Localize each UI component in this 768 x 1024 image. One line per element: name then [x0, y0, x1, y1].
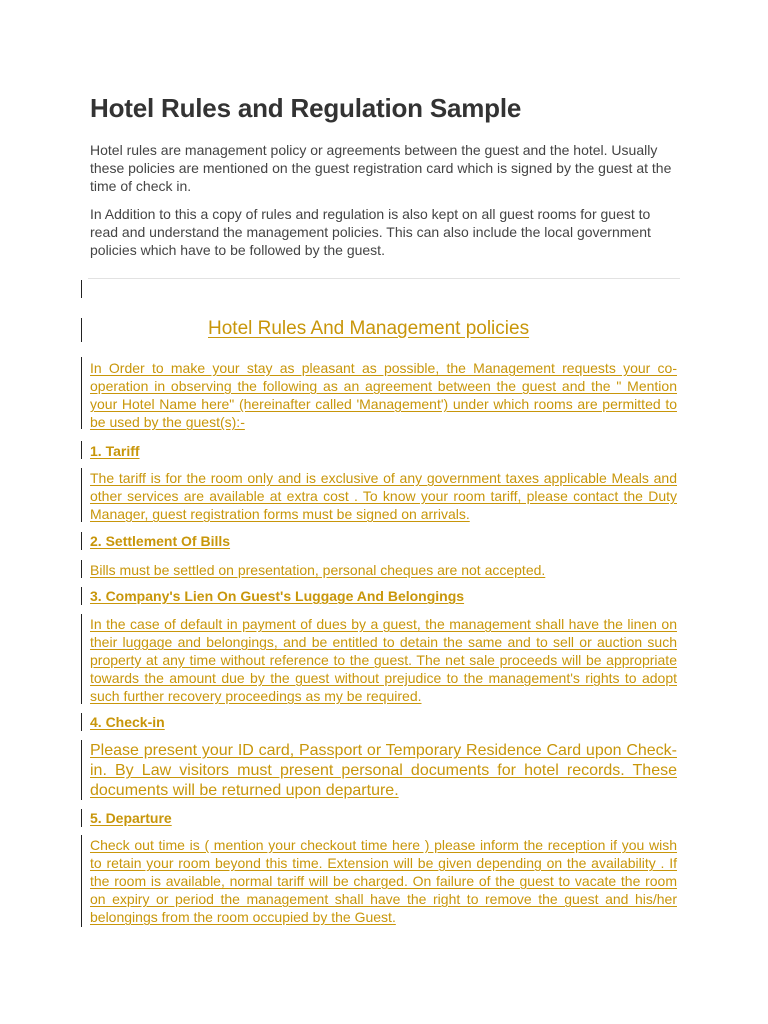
rule-text-check-in: Please present your ID card, Passport or Temporary Residence Card upon Check-in. By Law visitors must present personal documents for hotel records. These documents will be returned upon departure.: [90, 742, 677, 799]
margin-bar: [81, 441, 82, 459]
divider: [88, 278, 680, 279]
margin-bar: [81, 532, 82, 550]
margin-bar: [81, 587, 82, 605]
rule-heading-tariff: 1. Tariff: [90, 443, 140, 459]
rule-text-settlement: Bills must be settled on presentation, personal cheques are not accepted.: [90, 562, 546, 578]
intro-paragraph-1: Hotel rules are management policy or agreements between the guest and the hotel. Usually these policies are mentioned on the guest registration card which is signed by the guest at the time of check in.: [90, 142, 672, 194]
margin-bar: [81, 740, 82, 800]
margin-bar: [81, 468, 82, 522]
rule-text-lien: In the case of default in payment of dues by a guest, the management shall have the linen on their luggage and belongings, and be entitled to detain the same and to sell or auction such property at any time without reference to the guest. The net sale proceeds will be appropriate towards the amount due by the guest without prejudice to the management's rights to adopt such further recovery proceedings as my be required.: [90, 616, 677, 704]
margin-bar: [81, 280, 82, 298]
margin-bar: [81, 835, 82, 927]
margin-bar: [81, 614, 82, 704]
margin-bar: [81, 357, 82, 429]
rule-heading-lien: 3. Company's Lien On Guest's Luggage And Belongings: [90, 588, 465, 604]
rule-heading-settlement: 2. Settlement Of Bills: [90, 533, 231, 549]
intro-paragraph-2: In Addition to this a copy of rules and regulation is also kept on all guest rooms for guest to read and understand the management policies. This can also include the local government policies which have to be followed by the guest.: [90, 206, 651, 258]
margin-bar: [81, 318, 82, 342]
page-title: Hotel Rules and Regulation Sample: [90, 93, 522, 123]
margin-bar: [81, 713, 82, 731]
margin-bar: [81, 560, 82, 578]
rule-heading-departure: 5. Departure: [90, 810, 172, 826]
rule-text-tariff: The tariff is for the room only and is exclusive of any government taxes applicable Meals and other services are available at extra cost . To know your room tariff, please contact the Duty Manager, guest registration forms must be signed on arrivals.: [90, 470, 677, 522]
margin-bar: [81, 809, 82, 827]
rule-text-departure: Check out time is ( mention your checkout time here ) please inform the reception if you wish to retain your room beyond this time. Extension will be given depending on the availability . If the room is available, normal tariff will be charged. On failure of the guest to vacate the room on expiry or period the management shall have the right to remove the guest and his/her belongings from the room occupied by the Guest.: [90, 837, 677, 925]
rule-heading-check-in: 4. Check-in: [90, 714, 165, 730]
section-title: Hotel Rules And Management policies: [208, 318, 530, 339]
preamble-paragraph: In Order to make your stay as pleasant as possible, the Management requests your co-operation in observing the following as an agreement between the guest and the " Mention your Hotel Name here" (hereinafter called 'Management') under which rooms are permitted to be used by the guest(s):-: [90, 360, 677, 430]
